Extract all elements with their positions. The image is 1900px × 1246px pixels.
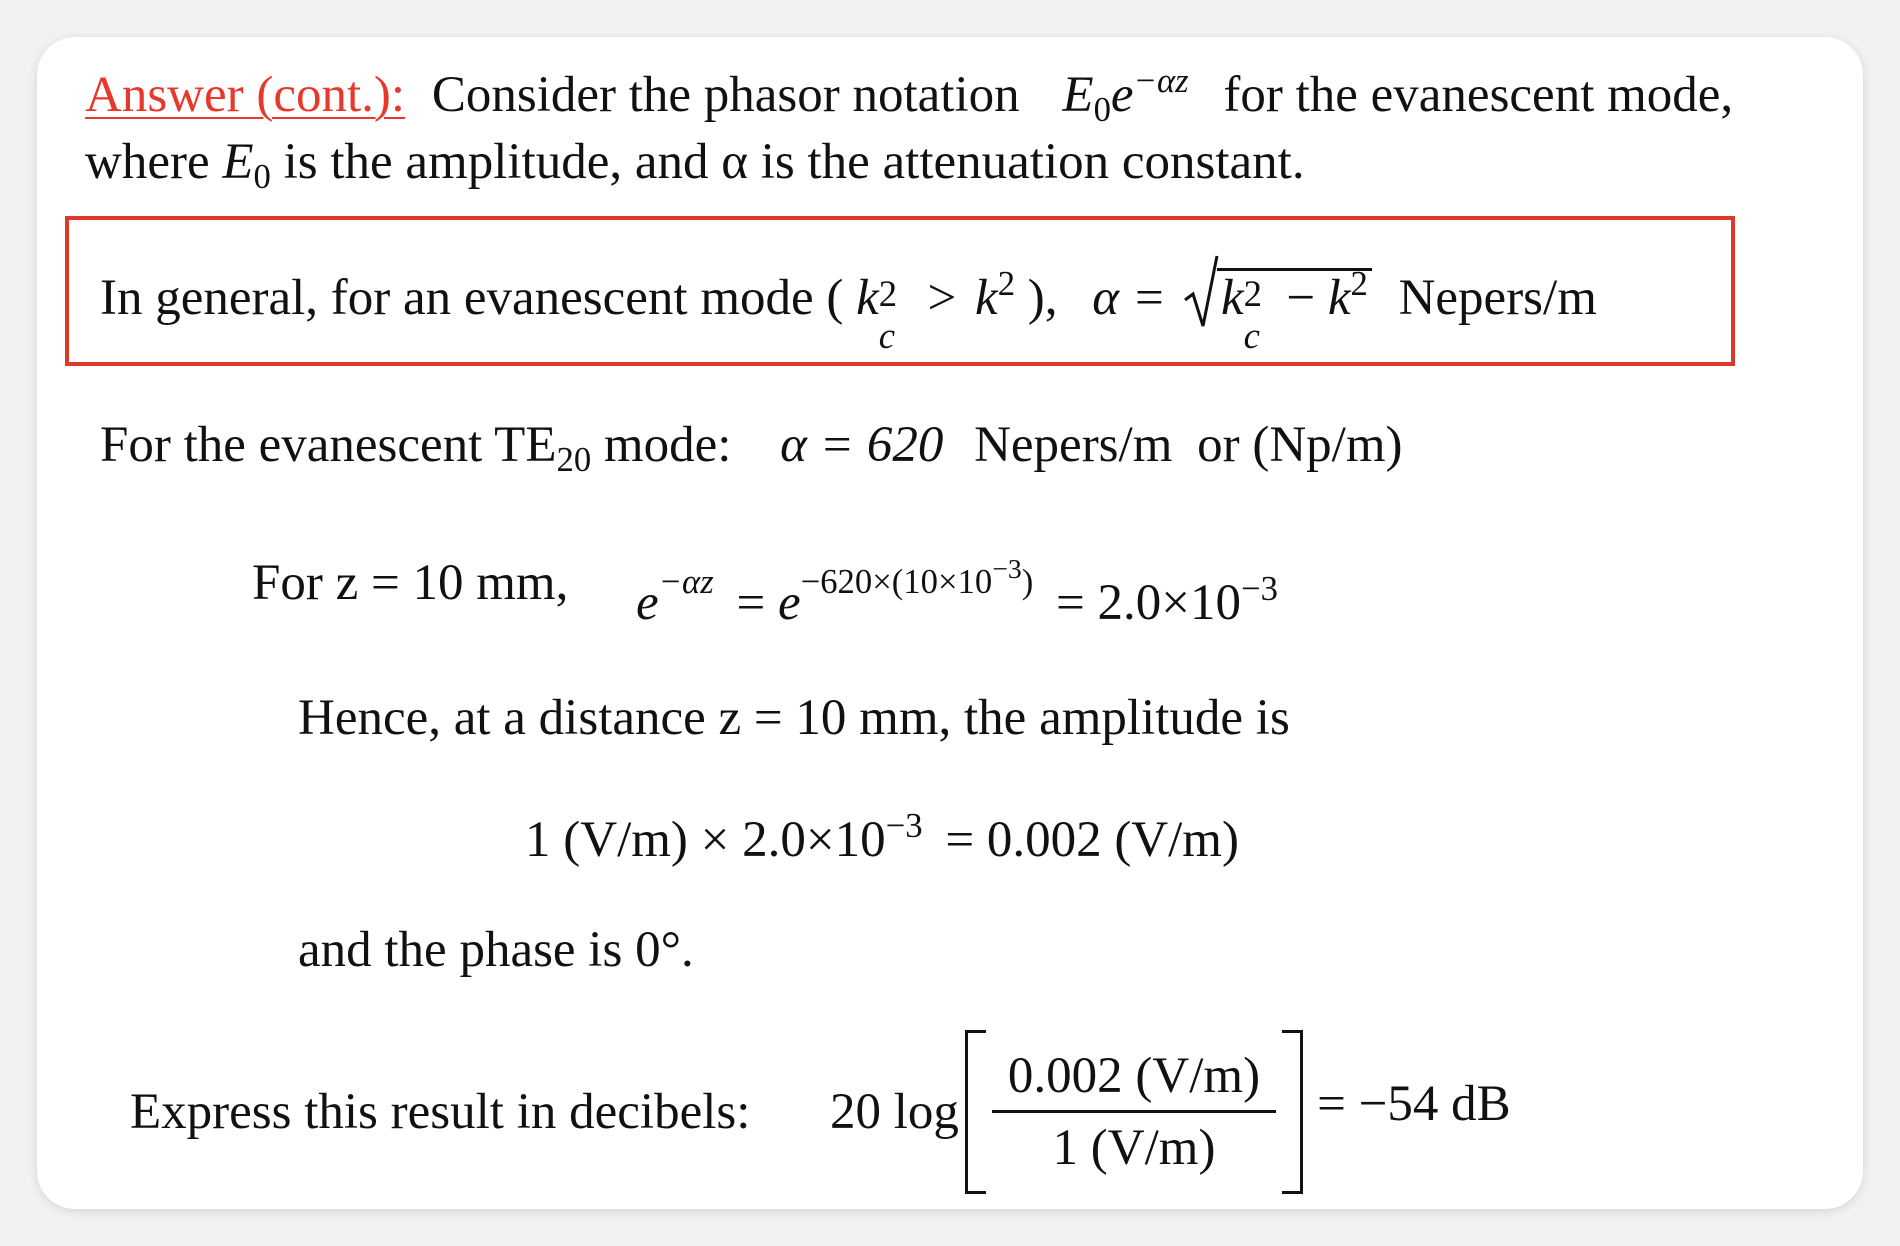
- intro-line-2: where $E_0$ is the amplitude, and α is the attenuation constant.: [85, 134, 1305, 196]
- intro-line-1: [85, 60, 1734, 129]
- alpha-value: α = 620: [780, 417, 944, 473]
- te20-line: For the evanescent $TE_{20}$ mode: α = 620 Nepers/m or (Np/m): [100, 417, 1403, 479]
- decibel-label: Express this result in decibels:: [130, 1084, 751, 1140]
- decibel-expression: 20 log $\frac{0.002 (V/m)}{1 (V/m)}$ = −54 dB: [830, 1030, 1511, 1194]
- left-bracket: [965, 1030, 986, 1194]
- hence-line: Hence, at a distance z = 10 mm, the amplitude is: [298, 690, 1290, 746]
- right-bracket: [1282, 1030, 1303, 1194]
- intro-text-b: for the evanescent mode,: [1223, 67, 1734, 123]
- answer-label: Answer (cont.):: [85, 67, 406, 123]
- square-root: k 2 c − $k^2$: [1183, 268, 1372, 324]
- general-formula: In general, for an evanescent mode ( k 2 c > $k^2$ ), α = k 2 c − $k^2$ Nepers/m: [100, 268, 1597, 324]
- calculation-line: For z = 10 mm,: [252, 555, 569, 611]
- intro-text-a: Consider the phasor notation: [431, 67, 1020, 123]
- decibel-fraction: $\frac{0.002 (V/m)}{1 (V/m)}$: [992, 1051, 1276, 1174]
- neper-unit: Nepers/m: [1398, 270, 1597, 326]
- phasor-expression: $E_0e^{-\alpha z}$: [1062, 60, 1189, 129]
- calculation-expression: $e^{-\alpha z} = e^{-620\times(10\times 10^{-3})} = 2.0\times 10^{-3}$: [636, 553, 1278, 631]
- amplitude-line: 1 $(V/m) \times 2.0\times 10^{-3} = 0.002$ (V/m): [525, 805, 1239, 868]
- phase-line: and the phase is 0°.: [298, 922, 694, 978]
- radical-sign-icon: [1183, 254, 1219, 330]
